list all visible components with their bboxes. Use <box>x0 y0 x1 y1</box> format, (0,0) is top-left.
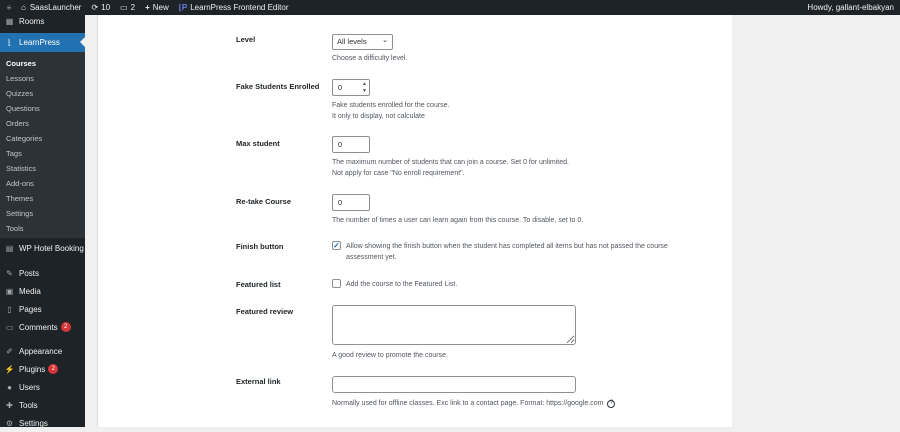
general-settings-form <box>226 15 732 427</box>
settings-tabs-area <box>98 15 226 427</box>
admin-sidebar <box>0 15 85 427</box>
home-icon: ⌂ <box>21 3 26 12</box>
level-dropdown[interactable] <box>332 34 393 50</box>
new-content-link[interactable] <box>140 0 174 15</box>
svg-text:W: W <box>7 6 11 10</box>
learnpress-submenu <box>0 52 85 238</box>
sidebar-item-label: Rooms <box>19 16 45 26</box>
frontend-editor-label: LearnPress Frontend Editor <box>190 3 289 12</box>
sidebar-item-posts[interactable] <box>0 264 85 282</box>
fake-students-description-1: Fake students enrolled for the course. <box>332 102 450 109</box>
sidebar-item-label: Users <box>19 382 40 392</box>
submenu-item-tools[interactable]: Tools <box>6 224 24 233</box>
comments-link[interactable] <box>115 0 140 15</box>
sidebar-item-label: Tools <box>19 400 38 410</box>
pushpin-icon: ✎ <box>6 268 13 278</box>
site-name: SaasLauncher <box>29 3 82 12</box>
retake-label: Re-take Course <box>236 197 292 206</box>
sidebar-item-comments[interactable] <box>0 318 85 336</box>
comments-count: 2 <box>130 3 136 12</box>
admin-bar <box>0 0 900 15</box>
sidebar-item-hotel-booking[interactable] <box>0 238 85 258</box>
hotel-icon: ▤ <box>5 243 14 253</box>
max-student-input[interactable] <box>332 136 370 153</box>
sidebar-item-learnpress[interactable] <box>0 33 85 52</box>
submenu-item-settings[interactable]: Settings <box>6 209 34 218</box>
fake-students-description-2: It only to display, not calculate <box>332 113 425 120</box>
max-student-description-1: The maximum number of students that can join a course. Set 0 for unlimited. <box>332 159 569 166</box>
wordpress-logo-icon[interactable] <box>2 1 16 15</box>
featured-list-description: Add the course to the Featured List. <box>346 281 458 288</box>
users-icon: ● <box>7 382 12 392</box>
retake-input[interactable] <box>332 194 370 211</box>
finish-button-label: Finish button <box>236 242 284 251</box>
external-link-label: External link <box>236 377 281 386</box>
max-student-label: Max student <box>236 139 280 148</box>
sidebar-item-users[interactable] <box>0 378 85 396</box>
wrench-icon: ✚ <box>6 400 13 410</box>
level-select[interactable] <box>332 32 393 48</box>
updates-icon: ⟳ <box>91 3 99 12</box>
howdy-text: Howdy, gallant-elbakyan <box>807 3 894 12</box>
plugins-badge: 2 <box>48 364 58 374</box>
sidebar-item-label: Comments <box>19 322 58 332</box>
spin-down-icon[interactable]: ▼ <box>362 88 367 94</box>
rooms-icon: ▦ <box>5 16 14 26</box>
featured-list-label: Featured list <box>236 280 281 289</box>
sidebar-item-label: LearnPress <box>19 38 60 47</box>
learnpress-icon: ⌊P <box>178 3 188 12</box>
finish-button-checkbox[interactable] <box>332 241 341 250</box>
retake-value: 0 <box>338 198 343 207</box>
comments-icon: ▭ <box>5 322 14 332</box>
finish-button-description-2: assessment yet. <box>346 254 397 261</box>
submenu-item-statistics[interactable]: Statistics <box>6 164 37 173</box>
sidebar-item-media[interactable] <box>0 282 85 300</box>
sidebar-item-settings[interactable] <box>0 414 85 432</box>
max-student-description-2: Not apply for case "No enroll requirement". <box>332 170 465 177</box>
fake-students-value: 0 <box>338 83 343 92</box>
featured-review-textarea[interactable] <box>332 305 576 345</box>
submenu-item-categories[interactable]: Categories <box>6 134 43 143</box>
plus-icon: + <box>145 3 150 12</box>
learnpress-icon: ⌊ <box>7 38 12 47</box>
submenu-item-questions[interactable]: Questions <box>6 104 40 113</box>
media-icon: ▣ <box>5 286 14 296</box>
level-description: Choose a difficulty level. <box>332 55 408 62</box>
sidebar-item-label: Appearance <box>19 346 63 356</box>
chevron-down-icon: ⌄ <box>382 37 388 44</box>
sidebar-item-tools[interactable] <box>0 396 85 414</box>
featured-list-checkbox[interactable] <box>332 279 341 288</box>
sidebar-item-label: Posts <box>19 268 40 278</box>
my-account-link[interactable] <box>802 0 900 15</box>
plugin-icon: ⚡ <box>4 364 15 374</box>
external-link-description: Normally used for offline classes. Exc link to a contact page. Format: https://google.com <box>332 400 604 407</box>
sidebar-item-rooms[interactable] <box>0 15 85 27</box>
sidebar-item-plugins[interactable] <box>0 360 85 378</box>
help-icon[interactable]: ? <box>607 400 615 408</box>
submenu-item-add-ons[interactable]: Add-ons <box>6 179 34 188</box>
new-label: New <box>152 3 169 12</box>
submenu-item-quizzes[interactable]: Quizzes <box>6 89 34 98</box>
checkmark-icon: ✓ <box>333 241 340 250</box>
external-link-input[interactable] <box>332 376 576 393</box>
comment-bubble-icon: ▭ <box>120 3 128 12</box>
fake-students-label: Fake Students Enrolled <box>236 82 320 91</box>
submenu-item-courses[interactable]: Courses <box>6 59 37 68</box>
sidebar-item-label: Pages <box>19 304 42 314</box>
spin-up-icon[interactable]: ▲ <box>362 81 367 87</box>
settings-icon: ⚙ <box>5 418 14 428</box>
sidebar-item-label: Settings <box>19 418 48 428</box>
sidebar-item-label: Media <box>19 286 41 296</box>
retake-description: The number of times a user can learn again from this course. To disable, set to 0. <box>332 217 584 224</box>
number-spinner[interactable] <box>362 81 367 95</box>
frontend-editor-link[interactable] <box>174 0 294 15</box>
comments-badge: 2 <box>61 322 71 332</box>
sidebar-item-label: Plugins <box>19 364 46 374</box>
finish-button-description-1: Allow showing the finish button when the student has completed all items but has not passed the course <box>346 243 668 250</box>
featured-review-label: Featured review <box>236 307 294 316</box>
max-student-value: 0 <box>338 140 343 149</box>
updates-link[interactable] <box>86 0 115 15</box>
submenu-item-orders[interactable]: Orders <box>6 119 29 128</box>
sidebar-item-appearance[interactable] <box>0 342 85 360</box>
pages-icon: ▯ <box>7 304 12 314</box>
site-name-link[interactable] <box>16 0 86 15</box>
fake-students-input[interactable] <box>332 79 370 96</box>
sidebar-item-pages[interactable] <box>0 300 85 318</box>
sidebar-item-label: WP Hotel Booking <box>19 243 84 253</box>
featured-review-description: A good review to promote the course. <box>332 352 448 359</box>
updates-count: 10 <box>101 3 111 12</box>
submenu-item-tags[interactable]: Tags <box>6 149 22 158</box>
paintbrush-icon: ✐ <box>6 346 13 356</box>
submenu-item-lessons[interactable]: Lessons <box>6 74 34 83</box>
level-label: Level <box>236 35 256 44</box>
course-settings-panel <box>97 15 731 427</box>
submenu-item-themes[interactable]: Themes <box>6 194 34 203</box>
